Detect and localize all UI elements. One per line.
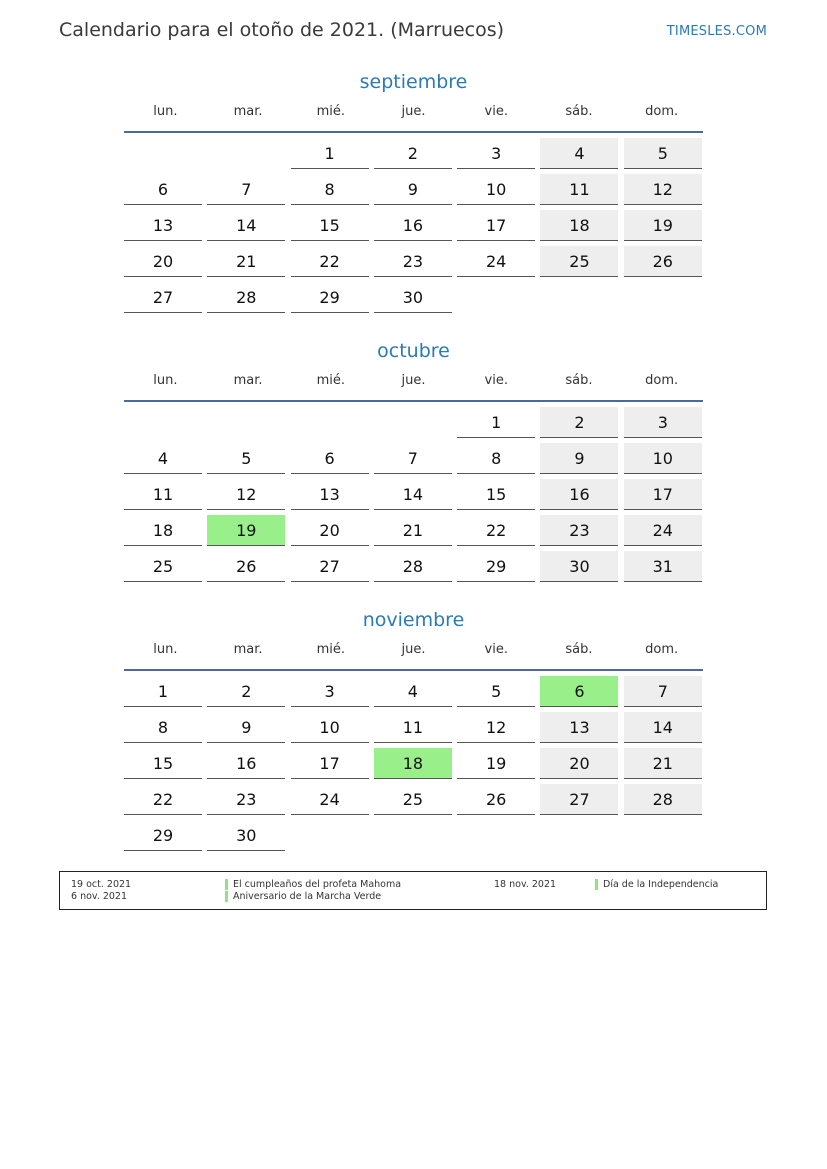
day-cell: 18	[540, 210, 618, 241]
day-cell: 15	[124, 748, 202, 779]
day-cell: 23	[540, 515, 618, 546]
day-cell: 2	[207, 676, 285, 707]
day-cell: 17	[624, 479, 702, 510]
day-cell: 29	[291, 282, 369, 313]
day-cell: 4	[540, 138, 618, 169]
empty-cell	[291, 407, 369, 438]
day-cell: 15	[291, 210, 369, 241]
day-cell: 11	[540, 174, 618, 205]
week-row	[124, 438, 703, 474]
weekday-header	[124, 372, 703, 402]
day-cell: 24	[291, 784, 369, 815]
weekday-label: mar.	[233, 373, 263, 388]
day-cell: 7	[624, 676, 702, 707]
holiday-legend	[59, 871, 767, 910]
empty-cell	[207, 138, 285, 169]
day-cell: 24	[624, 515, 702, 546]
day-cell: 30	[540, 551, 618, 582]
day-cell: 3	[291, 676, 369, 707]
week-row	[124, 546, 703, 582]
day-cell: 14	[624, 712, 702, 743]
week-row	[124, 815, 703, 851]
day-cell: 3	[624, 407, 702, 438]
weekday-label: mié.	[316, 104, 345, 119]
weekday-header	[124, 103, 703, 133]
day-cell: 23	[207, 784, 285, 815]
weekday-label: mié.	[316, 373, 345, 388]
day-cell: 18	[124, 515, 202, 546]
day-cell: 11	[124, 479, 202, 510]
day-cell: 5	[207, 443, 285, 474]
weekday-label: jue.	[401, 104, 426, 119]
day-cell: 16	[207, 748, 285, 779]
day-cell: 12	[207, 479, 285, 510]
day-cell: 5	[624, 138, 702, 169]
day-cell: 26	[207, 551, 285, 582]
empty-cell	[540, 282, 618, 313]
week-row	[124, 779, 703, 815]
day-cell: 29	[124, 820, 202, 851]
empty-cell	[540, 820, 618, 851]
weekday-label: sáb.	[565, 104, 593, 119]
day-cell: 6	[124, 174, 202, 205]
weekday-label: dom.	[645, 642, 679, 657]
week-row	[124, 205, 703, 241]
weekday-label: lun.	[153, 642, 178, 657]
weekday-label: sáb.	[565, 373, 593, 388]
day-cell: 13	[124, 210, 202, 241]
month-septiembre	[124, 68, 703, 313]
day-cell: 29	[457, 551, 535, 582]
day-cell: 22	[457, 515, 535, 546]
day-cell: 28	[207, 282, 285, 313]
holiday-marker	[225, 891, 228, 902]
day-cell: 24	[457, 246, 535, 277]
day-cell: 27	[124, 282, 202, 313]
legend-holiday-name: Aniversario de la Marcha Verde	[233, 891, 382, 902]
weekday-label: lun.	[153, 373, 178, 388]
weekday-label: sáb.	[565, 642, 593, 657]
weekday-label: jue.	[401, 642, 426, 657]
day-cell: 19	[624, 210, 702, 241]
day-cell: 9	[374, 174, 452, 205]
day-cell: 13	[291, 479, 369, 510]
week-row	[124, 743, 703, 779]
month-title: noviembre	[362, 609, 465, 631]
weekday-label: dom.	[645, 104, 679, 119]
empty-cell	[374, 407, 452, 438]
page-title: Calendario para el otoño de 2021. (Marruecos)	[59, 19, 505, 41]
day-cell: 9	[207, 712, 285, 743]
day-cell: 25	[540, 246, 618, 277]
day-cell: 9	[540, 443, 618, 474]
weekday-label: mié.	[316, 642, 345, 657]
empty-cell	[624, 820, 702, 851]
week-row	[124, 241, 703, 277]
day-cell: 8	[457, 443, 535, 474]
weekday-label: mar.	[233, 104, 263, 119]
day-cell: 13	[540, 712, 618, 743]
empty-cell	[291, 820, 369, 851]
day-cell: 26	[624, 246, 702, 277]
empty-cell	[457, 282, 535, 313]
day-cell: 21	[624, 748, 702, 779]
week-row	[124, 671, 703, 707]
week-row	[124, 707, 703, 743]
day-cell: 26	[457, 784, 535, 815]
day-cell: 12	[457, 712, 535, 743]
month-octubre	[124, 337, 703, 582]
legend-date: 18 nov. 2021	[494, 879, 557, 890]
day-cell: 1	[124, 676, 202, 707]
week-row	[124, 133, 703, 169]
day-cell: 28	[624, 784, 702, 815]
day-cell: 7	[374, 443, 452, 474]
day-cell: 23	[374, 246, 452, 277]
day-cell: 30	[207, 820, 285, 851]
day-cell: 28	[374, 551, 452, 582]
weekday-label: vie.	[484, 642, 508, 657]
day-cell: 20	[124, 246, 202, 277]
day-cell: 14	[374, 479, 452, 510]
legend-date: 6 nov. 2021	[71, 891, 127, 902]
day-cell: 17	[457, 210, 535, 241]
day-cell: 8	[124, 712, 202, 743]
day-cell: 20	[291, 515, 369, 546]
week-row	[124, 277, 703, 313]
day-cell: 7	[207, 174, 285, 205]
day-cell: 15	[457, 479, 535, 510]
day-cell: 27	[291, 551, 369, 582]
legend-date: 19 oct. 2021	[71, 879, 132, 890]
empty-cell	[457, 820, 535, 851]
day-cell: 18	[374, 748, 452, 779]
day-cell: 16	[374, 210, 452, 241]
month-title: septiembre	[359, 71, 468, 93]
day-cell: 21	[207, 246, 285, 277]
day-cell: 16	[540, 479, 618, 510]
day-cell: 8	[291, 174, 369, 205]
day-cell: 20	[540, 748, 618, 779]
day-cell: 19	[457, 748, 535, 779]
brand-link[interactable]: TIMESLES.COM	[666, 24, 767, 39]
day-cell: 4	[374, 676, 452, 707]
empty-cell	[124, 407, 202, 438]
weekday-label: vie.	[484, 373, 508, 388]
day-cell: 19	[207, 515, 285, 546]
day-cell: 1	[291, 138, 369, 169]
weekday-header	[124, 641, 703, 671]
day-cell: 1	[457, 407, 535, 438]
month-title: octubre	[377, 340, 450, 362]
day-cell: 22	[124, 784, 202, 815]
day-cell: 3	[457, 138, 535, 169]
empty-cell	[207, 407, 285, 438]
legend-holiday-name: El cumpleaños del profeta Mahoma	[233, 879, 402, 890]
day-cell: 30	[374, 282, 452, 313]
day-cell: 2	[540, 407, 618, 438]
holiday-marker	[225, 879, 228, 890]
empty-cell	[374, 820, 452, 851]
day-cell: 31	[624, 551, 702, 582]
day-cell: 17	[291, 748, 369, 779]
day-cell: 27	[540, 784, 618, 815]
week-row	[124, 510, 703, 546]
legend-holiday-name: Día de la Independencia	[603, 879, 719, 890]
day-cell: 10	[624, 443, 702, 474]
day-cell: 4	[124, 443, 202, 474]
empty-cell	[624, 282, 702, 313]
day-cell: 10	[457, 174, 535, 205]
day-cell: 22	[291, 246, 369, 277]
weekday-label: jue.	[401, 373, 426, 388]
week-row	[124, 169, 703, 205]
day-cell: 12	[624, 174, 702, 205]
day-cell: 14	[207, 210, 285, 241]
month-noviembre	[124, 606, 703, 851]
day-cell: 21	[374, 515, 452, 546]
weekday-label: vie.	[484, 104, 508, 119]
holiday-marker	[595, 879, 598, 890]
day-cell: 5	[457, 676, 535, 707]
day-cell: 2	[374, 138, 452, 169]
weekday-label: dom.	[645, 373, 679, 388]
day-cell: 10	[291, 712, 369, 743]
weekday-label: lun.	[153, 104, 178, 119]
day-cell: 25	[124, 551, 202, 582]
weekday-label: mar.	[233, 642, 263, 657]
week-row	[124, 474, 703, 510]
day-cell: 25	[374, 784, 452, 815]
day-cell: 6	[540, 676, 618, 707]
day-cell: 11	[374, 712, 452, 743]
day-cell: 6	[291, 443, 369, 474]
week-row	[124, 402, 703, 438]
empty-cell	[124, 138, 202, 169]
